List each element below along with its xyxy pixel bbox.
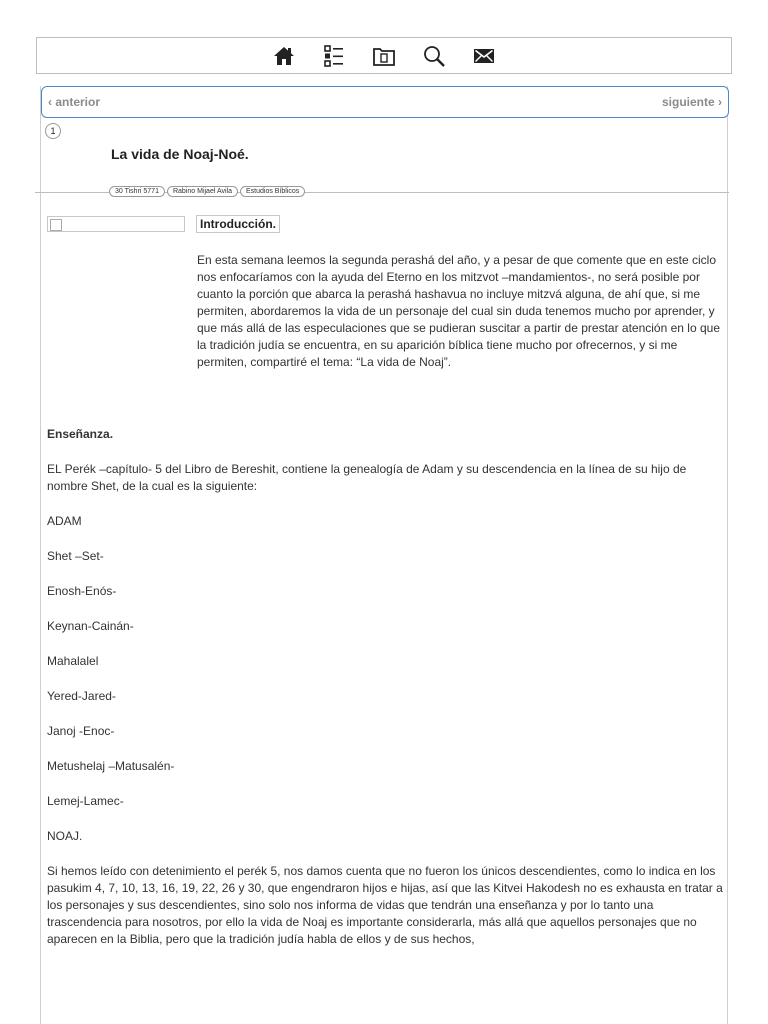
mail-icon <box>472 44 496 68</box>
document-icon <box>372 44 396 68</box>
article-container <box>40 86 728 1024</box>
intro-paragraph: En esta semana leemos la segunda perashá del año, y a pesar de que comente que en este ciclo nos enfocaríamos con la ayuda del Eterno en los mitzvot –mandamientos-, no será posible por cuanto la porción que abarca la perashá hashavua no incluye mitzvá alguna, de ahí que, si me permiten, abordaremos la vida de un personaje del cual sin duda tenemos mucho por aprender, y que más allá de las especulaciones que se pudieran suscitar a partir de prestar atención en lo que la tradición judía se encuentra, en su aparición bíblica tiene mucho por ofrecernos, y si me permiten, compartiré el tema: “La vida de Noaj”. <box>197 253 720 369</box>
article-title[interactable]: La vida de Noaj-Noé. <box>111 146 249 162</box>
genealogy-item: Lemej-Lamec- <box>47 794 124 808</box>
search-button[interactable] <box>420 42 448 70</box>
genealogy-list <box>47 513 723 845</box>
list-button[interactable] <box>320 42 348 70</box>
mail-button[interactable] <box>470 42 498 70</box>
genealogy-item: Keynan-Cainán- <box>47 619 134 633</box>
document-button[interactable] <box>370 42 398 70</box>
genealogy-item: Janoj -Enoc- <box>47 724 115 738</box>
broken-image-icon <box>50 219 62 231</box>
genealogy-item: Metushelaj –Matusalén- <box>47 759 175 773</box>
home-icon <box>272 44 296 68</box>
paragraph: Si hemos leído con detenimiento el perék 5, nos damos cuenta que no fueron los únicos descendientes, como lo indica en los pasukim 4, 7, 10, 13, 16, 19, 22, 26 y 30, que engendraron hijos e hijas, así que las Kitvei Hakodesh no es exhausta en tratar a los personajes y sus descendientes, sino solo nos informa de vidas que tendrán una enseñanza y por lo tanto una trascendencia para nosotros, por ello la vida de Noaj es importante considerarla, más allá que aquellos personajes que no aparecen en la Biblia, pero que la tradición judía habla de ellos y de sus hechos, <box>47 864 723 946</box>
next-link[interactable]: siguiente › <box>661 95 722 109</box>
intro-heading: Introducción. <box>196 215 280 233</box>
author-tag[interactable]: Rabino Mijael Avila <box>167 186 238 197</box>
search-icon <box>422 44 446 68</box>
paragraph: EL Perék –capítulo- 5 del Libro de Bereshit, contiene la genealogía de Adam y su descendencia en la línea de su hijo de nombre Shet, de la cual es la siguiente: <box>47 462 687 493</box>
genealogy-item: ADAM <box>47 514 82 528</box>
tag-list <box>109 186 305 197</box>
genealogy-item: Yered-Jared- <box>47 689 116 703</box>
article-image-placeholder <box>47 216 185 232</box>
genealogy-item: NOAJ. <box>47 829 83 843</box>
article-body <box>47 426 723 966</box>
category-tag[interactable]: Estudios Bíblicos <box>240 186 305 197</box>
post-number-badge: 1 <box>45 123 61 139</box>
genealogy-item: Shet –Set- <box>47 549 104 563</box>
section-heading: Enseñanza. <box>47 427 114 441</box>
previous-link[interactable]: ‹ anterior <box>48 95 101 109</box>
top-toolbar <box>36 37 732 74</box>
home-button[interactable] <box>270 42 298 70</box>
genealogy-item: Mahalalel <box>47 654 99 668</box>
list-icon <box>322 44 346 68</box>
genealogy-item: Enosh-Enós- <box>47 584 117 598</box>
date-tag[interactable]: 30 Tishri 5771 <box>109 186 165 197</box>
pagination-bar <box>41 86 729 118</box>
